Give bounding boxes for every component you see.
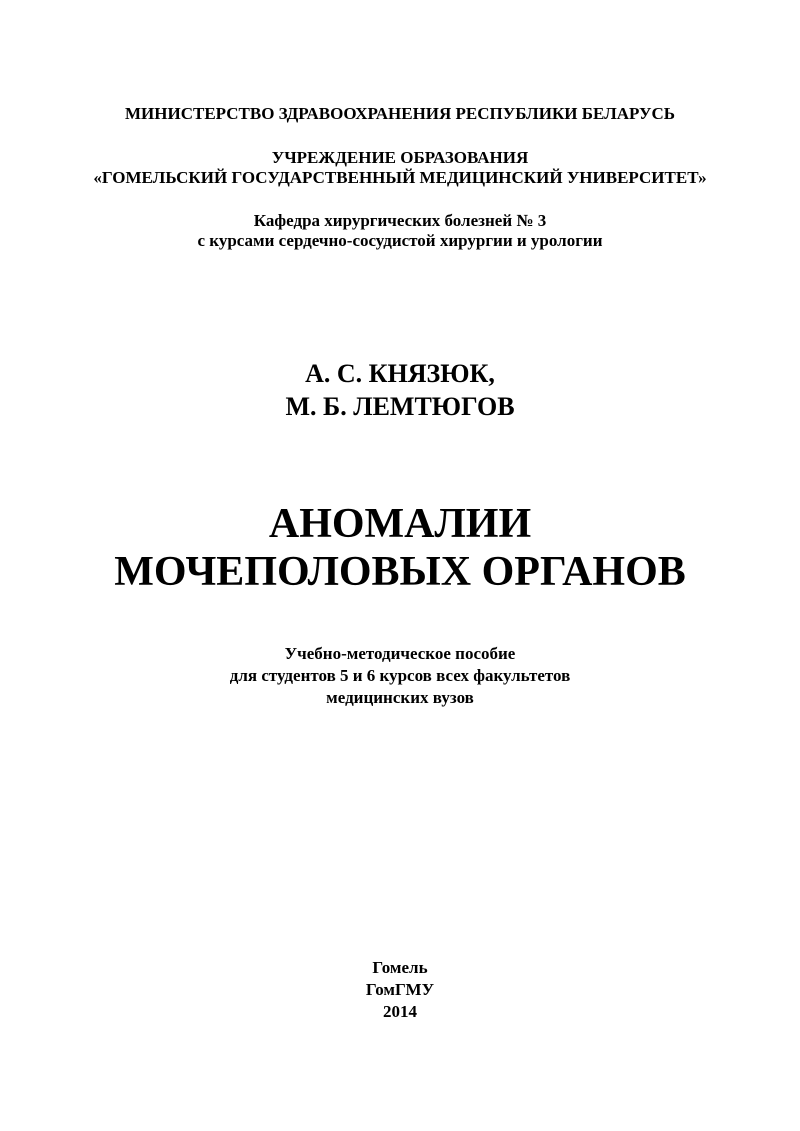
- subtitle-line-2: для студентов 5 и 6 курсов всех факультетов: [229, 666, 571, 685]
- subtitle-line-3: медицинских вузов: [326, 688, 474, 707]
- institution-name: «ГОМЕЛЬСКИЙ ГОСУДАРСТВЕННЫЙ МЕДИЦИНСКИЙ УНИВЕРСИТЕТ»: [93, 168, 707, 187]
- institution-type: УЧРЕЖДЕНИЕ ОБРАЗОВАНИЯ: [271, 148, 529, 167]
- department-name: Кафедра хирургических болезней № 3: [253, 211, 547, 230]
- author-2: М. Б. ЛЕМТЮГОВ: [285, 392, 515, 421]
- imprint-year: 2014: [383, 1002, 417, 1021]
- ministry-name: МИНИСТЕРСТВО ЗДРАВООХРАНЕНИЯ РЕСПУБЛИКИ БЕЛАРУСЬ: [124, 104, 676, 123]
- imprint-publisher: ГомГМУ: [365, 980, 435, 999]
- book-title-line-2: МОЧЕПОЛОВЫХ ОРГАНОВ: [114, 549, 686, 595]
- department-courses: с курсами сердечно-сосудистой хирургии и урологии: [197, 231, 603, 250]
- book-title-line-1: АНОМАЛИИ: [268, 501, 532, 547]
- subtitle-line-1: Учебно-методическое пособие: [284, 644, 516, 663]
- imprint-city: Гомель: [372, 958, 428, 977]
- author-1: А. С. КНЯЗЮК,: [305, 359, 495, 388]
